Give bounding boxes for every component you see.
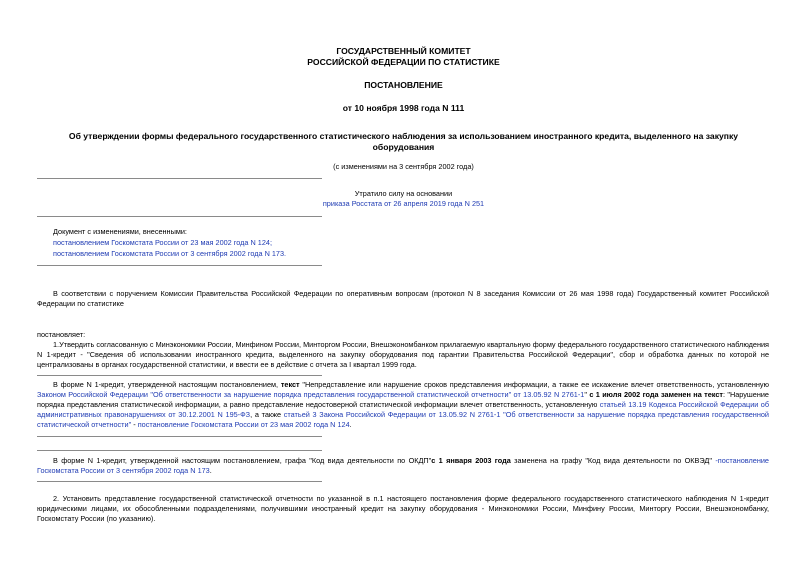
- paragraph-1: 1.Утвердить согласованную с Минэкономики России, Минфином России, Минторгом России, Внешэкономбанком прилагаемую квартальную форму федерального государственного статистического наблюдения N 1-кредит - "Сведения об использовании иностранного кредита, выделенного на закупку оборудования под гарантии Правительства Российской Федерации", сбор и обработка данных по которой не централизованы в органах государственной статистики, и ввести ее в действие с отчета за I квартал 1999 года.: [37, 340, 769, 369]
- note2-bold-b: с 1 января 2003 года: [431, 456, 511, 465]
- note2-text-a: В форме N 1-кредит, утвержденной настоящим постановлением, графа "Код вида деятельности по ОКДП": [53, 456, 432, 465]
- changes-label: Документ с изменениями, внесенными:: [53, 227, 187, 236]
- org-line-2: РОССИЙСКОЙ ФЕДЕРАЦИИ ПО СТАТИСТИКЕ: [307, 57, 500, 67]
- note1-text-i: .: [349, 420, 352, 429]
- lost-force-text: Утратило силу на основании: [354, 189, 453, 198]
- divider: [37, 216, 322, 217]
- paragraph-2: 2. Установить представление государственной статистической отчетности по указанной в п.1 настоящего постановления форме федерального государственного статистического наблюдения N 1-кредит юридическими лицами, их обособленными подразделениями, получившими иностранный кредит на закупку оборудования - Минэкономики России, Минфину России, Минторгу России, Внешэкономбанку, Госкомстату России (по указанию).: [37, 494, 769, 523]
- note1-link-4[interactable]: постановление Госкомстата России от 23 мая 2002 года N 124: [137, 420, 350, 429]
- divider: [37, 481, 322, 482]
- note1-text-c: "Непредставление или нарушение сроков представления информации, а также ее искажение влечет ответственность, установленную: [299, 380, 769, 389]
- note1-bold-a: текст: [280, 380, 300, 389]
- divider: [37, 178, 322, 179]
- note1-text-f: : "Нарушение порядка представления статистической информации, а равно представление недостоверной статистической информации влечет ответственность, установленную: [37, 390, 769, 409]
- changes-note: (с изменениями на 3 сентября 2002 года): [333, 162, 474, 171]
- divider: [37, 450, 322, 451]
- divider: [37, 375, 322, 376]
- note1-link-3[interactable]: статьей 3 Закона Российской Федерации от 13.05.92 N 2761-1 "Об ответственности за нарушение порядка представления государственной статистической отчетности": [37, 410, 770, 429]
- note1-bold-e: с 1 июля 2002 года заменен на текст: [589, 390, 723, 399]
- date-number: от 10 ноября 1998 года N 111: [342, 103, 465, 113]
- amendment-note-2: [37, 456, 769, 476]
- amendment-note-1: [37, 380, 769, 430]
- note1-text-h: -: [131, 420, 138, 429]
- note2-text-d: .: [209, 466, 212, 475]
- doc-type: ПОСТАНОВЛЕНИЕ: [364, 80, 443, 90]
- changes-link-1[interactable]: постановлением Госкомстата России от 23 мая 2002 года N 124;: [53, 238, 273, 247]
- note1-link-2[interactable]: статьей 13.19 Кодекса Российской Федерации об административных правонарушениях от 30.12.2001 N 195-ФЗ: [37, 400, 770, 419]
- note1-text-a: В форме N 1-кредит, утвержденной настоящим постановлением,: [53, 380, 281, 389]
- note2-text-c: заменена на графу "Код вида деятельности по ОКВЭД": [510, 456, 716, 465]
- note2-link[interactable]: -постановление Госкомстата России от 3 сентября 2002 года N 173: [37, 456, 769, 475]
- note1-text-d: ": [584, 390, 590, 399]
- changes-link-2[interactable]: постановлением Госкомстата России от 3 сентября 2002 года N 173.: [53, 249, 287, 258]
- note1-text-g: , а также: [250, 410, 284, 419]
- intro-paragraph: В соответствии с поручением Комиссии Правительства Российской Федерации по оперативным вопросам (протокол N 8 заседания Комиссии от 26 мая 1998 года) Государственный комитет Российской Федерации по статистике: [37, 289, 769, 308]
- org-line-1: ГОСУДАРСТВЕННЫЙ КОМИТЕТ: [336, 46, 471, 56]
- divider: [37, 265, 322, 266]
- note1-link-1[interactable]: Законом Российской Федерации "Об ответственности за нарушение порядка представления государственной статистической отчетности" от 13.05.92 N 2761-1: [37, 390, 585, 399]
- lost-force-link[interactable]: приказа Росстата от 26 апреля 2019 года N 251: [322, 199, 485, 208]
- divider: [37, 436, 322, 437]
- resolves-text: постановляет:: [37, 330, 86, 339]
- page-title: Об утверждении формы федерального государственного статистического наблюдения за использованием иностранного кредита, выделенного на закупку оборудования: [68, 131, 739, 152]
